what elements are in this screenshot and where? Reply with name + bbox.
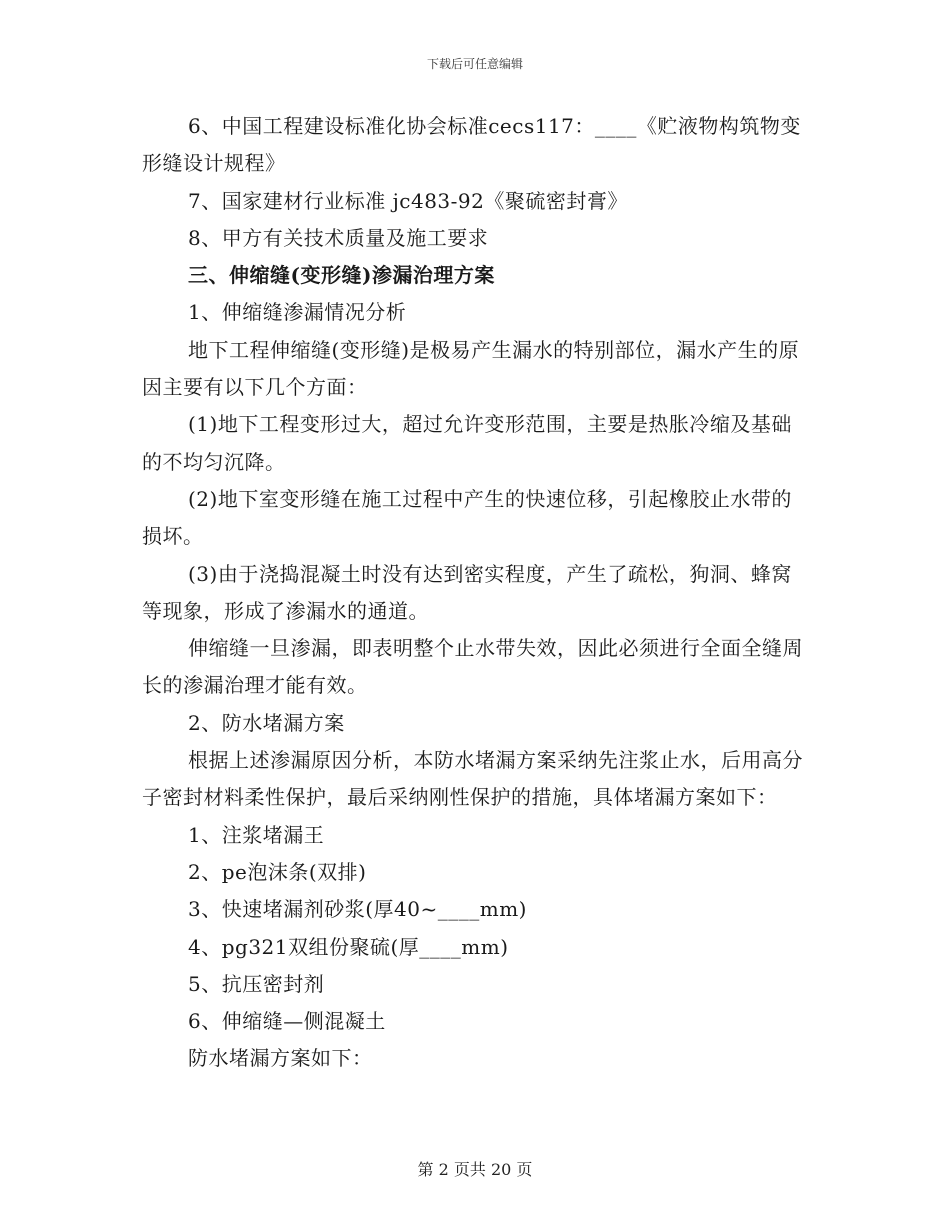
paragraph-8: (2)地下室变形缝在施工过程中产生的快速位移，引起橡胶止水带的损坏。 [142, 486, 792, 549]
paragraph-12: 根据上述渗漏原因分析，本防水堵漏方案采纳先注浆止水，后用高分子密封材料柔性保护，最后采纳刚性保护的措施，具体堵漏方案如下： [142, 748, 803, 810]
paragraph-9: (3)由于浇捣混凝土时没有达到密实程度，产生了疏松，狗洞、蜂窝等现象，形成了渗漏水的通道。 [142, 561, 792, 623]
section-heading: 三、伸缩缝(变形缝)渗漏治理方案 [188, 263, 495, 288]
paragraph-3: 8、甲方有关技术质量及施工要求 [188, 225, 489, 250]
list-item-4: 4、pg321双组份聚硫(厚____mm) [188, 934, 509, 959]
page-footer: 第 2 页共 20 页 [417, 1160, 533, 1179]
paragraph-5: 1、伸缩缝渗漏情况分析 [188, 300, 407, 325]
page-header: 下载后可任意编辑 [426, 57, 523, 71]
document-body [142, 108, 812, 1078]
paragraph-last: 防水堵漏方案如下： [188, 1046, 373, 1071]
list-item-3: 3、快速堵漏剂砂浆(厚40~____mm) [188, 897, 527, 922]
paragraph-1: 6、中国工程建设标准化协会标准cecs117：____《贮液物构筑物变形缝设计规程》 [142, 114, 801, 176]
list-item-5: 5、抗压密封剂 [188, 971, 325, 996]
paragraph-11: 2、防水堵漏方案 [188, 710, 345, 735]
paragraph-2: 7、国家建材行业标准 jc483-92《聚硫密封膏》 [188, 188, 628, 213]
list-item-1: 1、注浆堵漏王 [188, 822, 325, 847]
list-item-6: 6、伸缩缝—侧混凝土 [188, 1009, 386, 1034]
list-item-2: 2、pe泡沫条(双排) [188, 859, 367, 884]
paragraph-7: (1)地下工程变形过大，超过允许变形范围，主要是热胀冷缩及基础的不均匀沉降。 [142, 412, 792, 474]
paragraph-6: 地下工程伸缩缝(变形缝)是极易产生漏水的特别部位，漏水产生的原因主要有以下几个方面： [142, 337, 800, 400]
paragraph-10: 伸缩缝一旦渗漏，即表明整个止水带失效，因此必须进行全面全缝周长的渗漏治理才能有效。 [142, 636, 803, 698]
